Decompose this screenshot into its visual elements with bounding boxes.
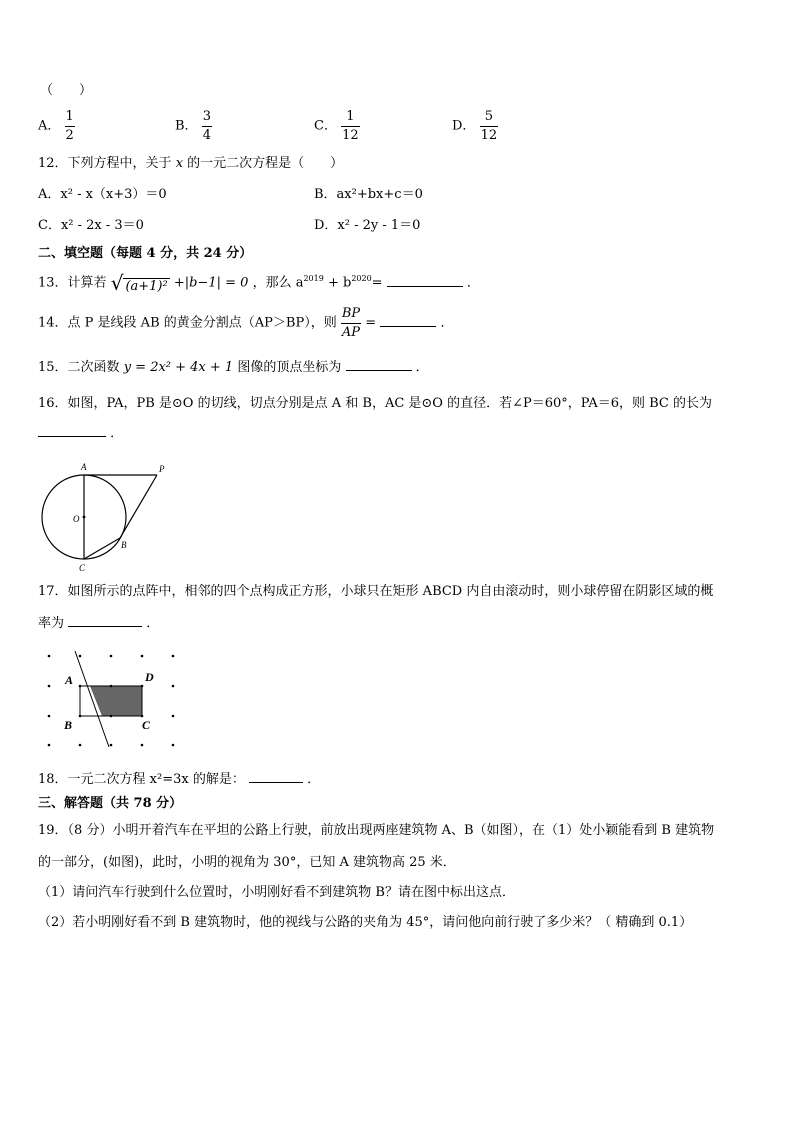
radicand: (a+1)² [125,279,168,294]
label-a: A [65,673,74,687]
q19-line1: 19．（8 分）小明开着汽车在平坦的公路上行驶，前放出现两座建筑物 A、B（如图），在（1）处小颖能看到 B 建筑物 [38,823,715,838]
q11-option-c [314,110,360,142]
period: ． [146,616,160,631]
label-c: C [79,563,86,573]
tangent-pb [120,475,157,538]
q15-prefix: 15．二次函数 [38,360,120,375]
q12-option-c: C．x² - 2x - 3＝0 [38,218,144,233]
denominator: 2 [65,127,74,143]
period: ． [110,426,124,441]
option-letter: B． [175,118,198,134]
q18-prefix: 18．一元二次方程 x²=3x 的解是： [38,772,245,787]
fraction [65,110,75,142]
q17-line2 [38,617,159,630]
answer-blank[interactable] [249,781,303,783]
center-point [83,516,86,519]
q14-equals: = [365,315,377,331]
denominator: 12 [342,127,359,143]
fraction [341,110,360,142]
q12-var: x [175,156,184,171]
q17-line1: 17．如图所示的点阵中，相邻的四个点构成正方形，小球只在矩形 ABCD 内自由滚动时，则小球停留在阴影区域的概 [38,584,714,599]
q13-equals: = [371,275,383,291]
section-heading-fill-blank: 二、填空题（每题 4 分，共 24 分） [38,246,253,261]
answer-blank[interactable] [387,285,463,287]
denominator: 4 [202,127,211,143]
fraction [202,110,212,142]
answer-blank[interactable] [346,369,412,371]
q12-stem-suffix: 的一元二次方程是（ ） [187,156,344,171]
q18 [38,773,320,786]
segment-bc [84,538,120,559]
numerator: BP [341,306,361,321]
numerator: 5 [484,109,493,124]
fraction-bp-ap [341,307,361,339]
q16-circle-tangent-figure [36,460,176,575]
numerator: 1 [65,109,74,124]
period: ． [415,360,429,375]
option-letter: D． [452,118,476,134]
answer-blank[interactable] [380,325,436,327]
answer-blank[interactable] [38,435,106,437]
label-p: P [159,464,165,474]
period: ． [466,275,480,291]
q13 [38,273,480,293]
q14-prefix: 14．点 P 是线段 AB 的黄金分割点（AP＞BP），则 [38,315,337,331]
option-letter: C． [314,118,337,134]
label-b: B [64,718,73,732]
q19-line4: （2）若小明刚好看不到 B 建筑物时，他的视线与公路的夹角为 45°，请问他向前行驶了多少米？（ 精确到 0.1） [38,915,693,930]
numerator: 1 [346,109,355,124]
label-d: D [145,670,154,684]
q11-option-a [38,110,75,142]
q12-option-d: D．x² - 2y - 1＝0 [314,218,421,233]
q15-function: y = 2x² + 4x + 1 [123,360,234,375]
period: ． [307,772,321,787]
numerator: 3 [202,109,211,124]
answer-blank[interactable] [68,625,142,627]
q12-option-b: B．ax²+bx+c＝0 [314,187,423,202]
q16-answer-line [38,427,123,440]
q12-stem-prefix: 12．下列方程中，关于 [38,156,172,171]
option-letter: A． [38,118,61,134]
label-o: O [73,514,80,524]
q13-exp1: 2019 [303,274,324,284]
q19-line2: 的一部分，(如图)，此时，小明的视角为 30°，已知 A 建筑物高 25 米． [38,855,456,870]
label-c: C [142,718,151,732]
period: ． [440,315,454,331]
q13-abs-part: +|b−1| = 0 [173,275,249,291]
q15-suffix: 图像的顶点坐标为 [237,360,342,375]
q15 [38,361,429,374]
q13-prefix: 13．计算若 [38,275,107,291]
q19-line3: （1）请问汽车行驶到什么位置时，小明刚好看不到建筑物 B？请在图中标出这点． [38,885,515,900]
q12-option-a: A．x² - x（x+3）＝0 [38,187,167,202]
fraction [480,110,499,142]
label-b: B [121,540,127,550]
label-a: A [81,462,87,472]
q13-then: ，那么 a [252,275,304,291]
denominator: AP [341,324,361,340]
sqrt-expression: √ (a+1)² [110,271,168,295]
q14 [38,307,454,339]
q17-dot-grid-figure [40,647,185,752]
q12-stem [38,157,343,170]
q13-plus-b: + b [323,275,352,291]
q11-option-b [175,110,212,142]
denominator: 12 [480,127,498,143]
section-heading-solutions: 三、解答题（共 78 分） [38,796,183,811]
q16-text: 16．如图，PA，PB 是⊙O 的切线，切点分别是点 A 和 B，AC 是⊙O 的直径．若∠P＝60°，PA＝6，则 BC 的长为 [38,396,712,411]
q17-line2-text: 率为 [38,616,65,631]
shaded-region [90,686,142,716]
q13-exp2: 2020 [351,274,372,284]
q11-paren: （ ） [40,83,93,98]
q11-option-d [452,110,498,142]
